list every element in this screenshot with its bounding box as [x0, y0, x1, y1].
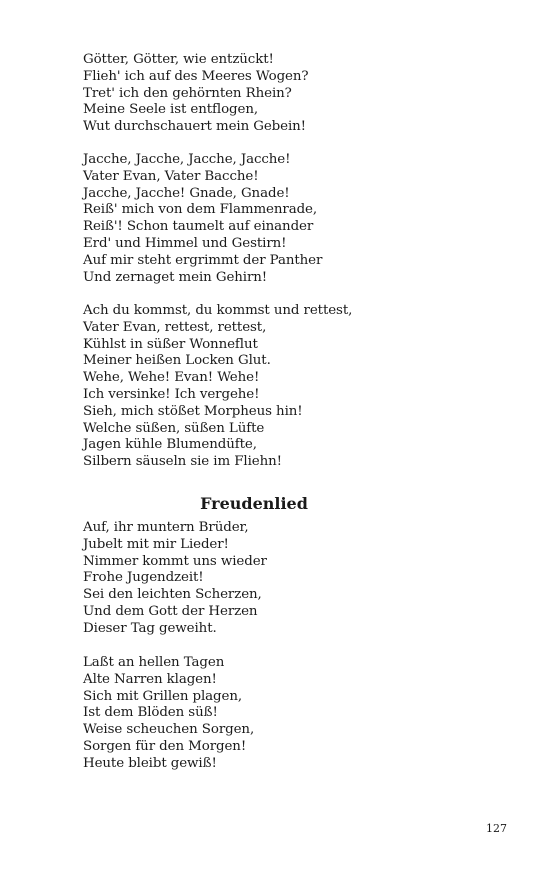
verse-line: Jubelt mit mir Lieder! — [83, 536, 229, 552]
verse-line: Sich mit Grillen plagen, — [83, 688, 243, 704]
verse-line: Alte Narren klagen! — [83, 671, 217, 687]
verse-line: Kühlst in süßer Wonneflut — [83, 336, 258, 352]
verse-line: Silbern säuseln sie im Fliehn! — [83, 454, 282, 470]
poem2-stanza-2 — [83, 655, 483, 773]
verse-line: Weise scheuchen Sorgen, — [83, 722, 255, 738]
verse-line: Und dem Gott der Herzen — [83, 603, 258, 619]
verse-line: Jagen kühle Blumendüfte, — [83, 437, 257, 453]
verse-line: Sorgen für den Morgen! — [83, 738, 247, 754]
verse-line: Ach du kommst, du kommst und rettest, — [83, 303, 353, 318]
verse-line: Wehe, Wehe! Evan! Wehe! — [83, 370, 260, 386]
verse-line: Welche süßen, süßen Lüfte — [83, 420, 265, 436]
verse-line: Laßt an hellen Tagen — [83, 655, 225, 670]
verse-line: Tret' ich den gehörnten Rhein? — [83, 85, 292, 101]
verse-line: Jacche, Jacche, Jacche, Jacche! — [83, 152, 291, 167]
verse-line: Meiner heißen Locken Glut. — [83, 353, 271, 369]
poem2-stanza-1 — [83, 520, 483, 638]
verse-line: Reiß'! Schon taumelt auf einander — [83, 219, 314, 235]
verse-line: Frohe Jugendzeit! — [83, 570, 204, 586]
verse-line: Erd' und Himmel und Gestirn! — [83, 235, 287, 251]
verse-line: Flieh' ich auf des Meeres Wogen? — [83, 68, 309, 84]
poem-title: Freudenlied — [200, 494, 308, 513]
verse-line: Vater Evan, Vater Bacche! — [83, 168, 259, 184]
poem-stanza-3 — [83, 303, 483, 471]
verse-line: Sei den leichten Scherzen, — [83, 587, 262, 603]
verse-line: Auf, ihr muntern Brüder, — [83, 520, 249, 535]
verse-line: Heute bleibt gewiß! — [83, 755, 217, 771]
verse-line: Sieh, mich stößet Morpheus hin! — [83, 403, 303, 419]
verse-line: Auf mir steht ergrimmt der Panther — [83, 252, 323, 268]
verse-line: Götter, Götter, wie entzückt! — [83, 52, 274, 67]
verse-line: Ist dem Blöden süß! — [83, 705, 218, 721]
verse-line: Wut durchschauert mein Gebein! — [83, 119, 306, 135]
verse-line: Und zernaget mein Gehirn! — [83, 269, 268, 285]
poem-stanza-2 — [83, 152, 483, 286]
page-number: 127 — [486, 822, 507, 835]
verse-line: Jacche, Jacche! Gnade, Gnade! — [83, 185, 290, 201]
verse-line: Nimmer kommt uns wieder — [83, 553, 267, 569]
verse-line: Reiß' mich von dem Flammenrade, — [83, 202, 318, 218]
poem-stanza-1 — [83, 52, 483, 136]
verse-line: Ich versinke! Ich vergehe! — [83, 386, 260, 402]
verse-line: Vater Evan, rettest, rettest, — [83, 319, 267, 335]
verse-line: Meine Seele ist entflogen, — [83, 102, 259, 118]
verse-line: Dieser Tag geweiht. — [83, 620, 217, 636]
